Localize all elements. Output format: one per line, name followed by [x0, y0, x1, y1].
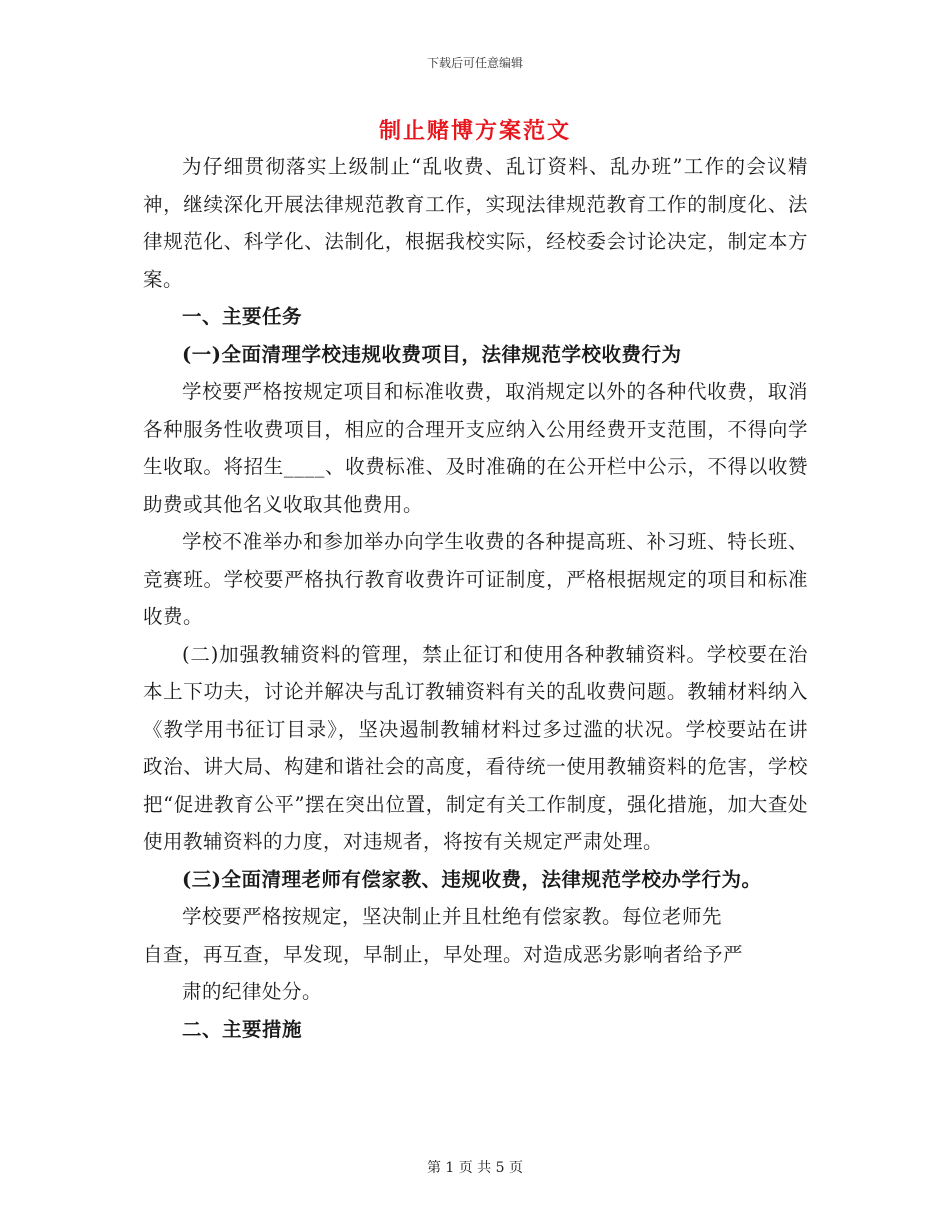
- materials-paragraph: (二)加强教辅资料的管理，禁止征订和使用各种教辅资料。学校要在治本上下功夫，讨论并解决与乱订教辅资料有关的乱收费问题。教辅材料纳入《教学用书征订目录》，坚决遏制教辅材料过多过滥的状况。学校要站在讲政治、讲大局、构建和谐社会的高度，看待统一使用教辅资料的危害，学校把“促进教育公平”摆在突出位置，制定有关工作制度，强化措施，加大查处使用教辅资料的力度，对违规者，将按有关规定严肃处理。: [143, 642, 808, 853]
- fees-paragraph-1: 学校要严格按规定项目和标准收费，取消规定以外的各种代收费，取消各种服务性收费项目，相应的合理开支应纳入公用经费开支范围，不得向学生收取。将招生____、收费标准、及时准确的在公开栏中公示，不得以收赞助费或其他名义收取其他费用。: [143, 380, 808, 516]
- section-heading-main-measures: 二、主要措施: [182, 1017, 303, 1041]
- page-number: 第 1 页 共 5 页: [426, 1160, 524, 1176]
- section-heading-main-tasks: 一、主要任务: [182, 305, 303, 328]
- tutoring-line-3: 肃的纪律处分。: [182, 980, 323, 1003]
- subsection-heading-tutoring: (三)全面清理老师有偿家教、违规收费，法律规范学校办学行为。: [182, 867, 762, 891]
- page-header-note: 下载后可任意编辑: [426, 56, 523, 70]
- document-title: 制止赌博方案范文: [378, 118, 571, 144]
- subsection-heading-fees: (一)全面清理学校违规收费项目，法律规范学校收费行为: [182, 342, 682, 366]
- document-body: [143, 148, 808, 1048]
- intro-paragraph: 为仔细贯彻落实上级制止“乱收费、乱订资料、乱办班”工作的会议精神，继续深化开展法律规范教育工作，实现法律规范教育工作的制度化、法律规范化、科学化、法制化，根据我校实际，经校委会讨论决定，制定本方案。: [143, 155, 808, 291]
- fees-paragraph-2: 学校不准举办和参加举办向学生收费的各种提高班、补习班、特长班、竞赛班。学校要严格执行教育收费许可证制度，严格根据规定的项目和标准收费。: [143, 530, 808, 628]
- tutoring-line-2: 自查，再互查，早发现，早制止，早处理。对造成恶劣影响者给予严: [143, 942, 744, 966]
- tutoring-line-1: 学校要严格按规定，坚决制止并且杜绝有偿家教。每位老师先: [182, 905, 723, 928]
